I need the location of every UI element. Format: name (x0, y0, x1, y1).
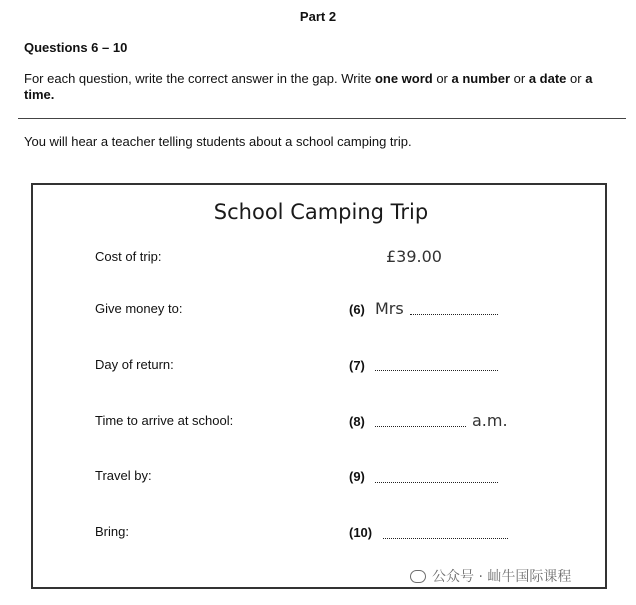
question-number-8: (8) (349, 414, 365, 429)
intro-text: You will hear a teacher telling students about a school camping trip. (24, 134, 412, 149)
prefix-mrs: Mrs (375, 299, 404, 318)
answer-blank-8[interactable] (375, 426, 466, 427)
divider (18, 118, 626, 119)
form-title: School Camping Trip (213, 200, 429, 224)
question-number-10: (10) (349, 525, 373, 540)
question-number-9: (9) (349, 469, 365, 484)
label-day-of-return: Day of return: (95, 357, 174, 372)
watermark (410, 566, 571, 586)
suffix-am: a.m. (472, 411, 508, 430)
answer-blank-10[interactable] (383, 538, 508, 539)
label-time-to-arrive: Time to arrive at school: (95, 413, 234, 428)
answer-blank-6[interactable] (410, 314, 498, 315)
questions-heading: Questions 6 – 10 (24, 40, 128, 55)
wechat-icon (410, 570, 426, 583)
answer-blank-7[interactable] (375, 370, 498, 371)
label-cost-of-trip: Cost of trip: (95, 249, 162, 264)
question-number-7: (7) (349, 358, 365, 373)
watermark-text: 公众号 · 屾牛国际课程 (432, 569, 572, 585)
label-give-money-to: Give money to: (95, 301, 183, 316)
answer-blank-9[interactable] (375, 482, 498, 483)
label-travel-by: Travel by: (95, 468, 152, 483)
label-bring: Bring: (95, 524, 129, 539)
instructions: For each question, write the correct answer in the gap. Write one word or a number or a date or a time. (24, 71, 593, 102)
answer-cost: £39.00 (386, 247, 442, 266)
part-title: Part 2 (299, 9, 337, 24)
question-number-6: (6) (349, 302, 365, 317)
